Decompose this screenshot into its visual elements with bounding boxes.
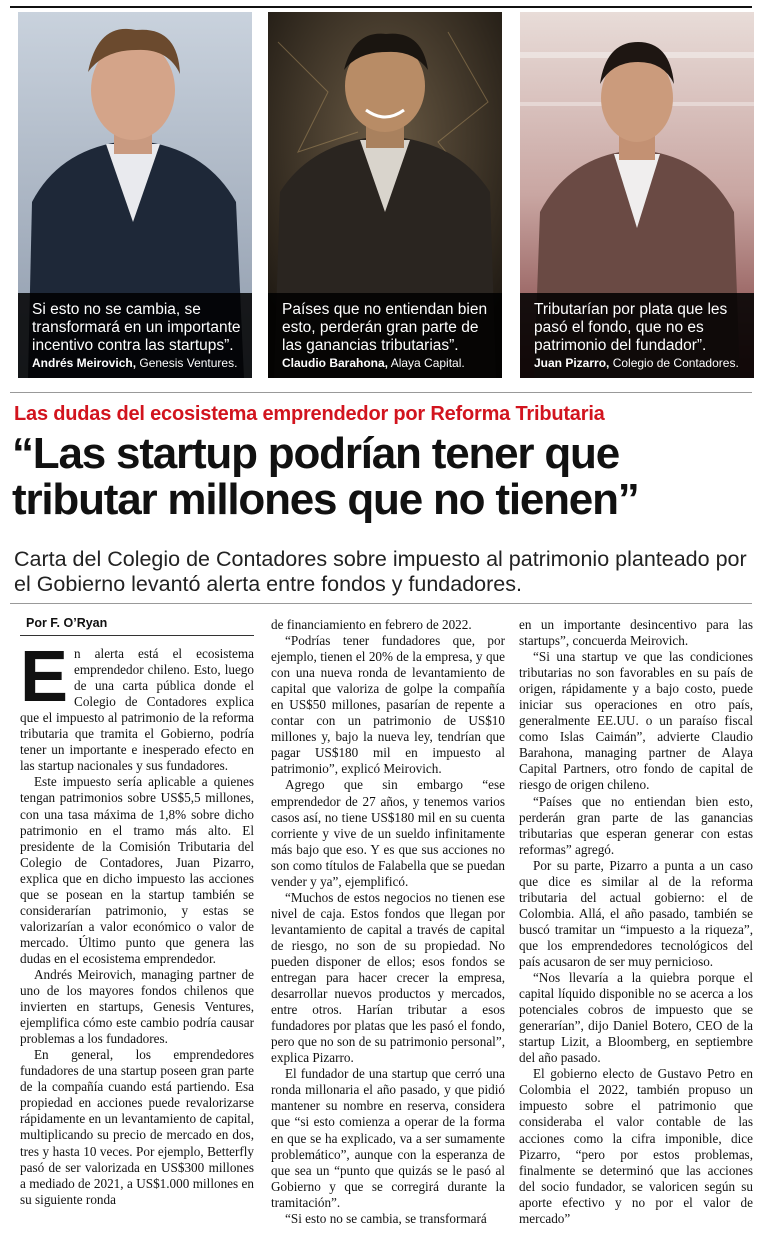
quote-attribution bbox=[32, 356, 242, 370]
quote-attribution bbox=[534, 356, 744, 370]
quote-name: Claudio Barahona, bbox=[282, 356, 389, 370]
kicker: Las dudas del ecosistema emprendedor por Reforma Tributaria bbox=[14, 403, 605, 425]
article-column-1 bbox=[20, 615, 254, 1208]
paragraph: Por su parte, Pizarro a punta a un caso que dice es similar al de la reforma tributaria del actual gobierno: el de Colombia. Allá, el año pasado, también se buscó tramitar un “impuesto a la riqueza”, que los emprendedores tecnológicos del país acusaron de ser muy pernicioso. bbox=[519, 857, 753, 969]
byline: Por F. O’Ryan bbox=[20, 615, 254, 636]
paragraph: Este impuesto sería aplicable a quienes tengan patrimonios sobre US$5,5 millones, con una tasa máxima de 1,8% sobre dicho patrimonio en el tramo más alto. El presidente de la Comisión Tributaria del Colegio de Contadores, Juan Pizarro, explica que en dicho impuesto las acciones que se posean en la startup también se considerarían patrimonio, y estas se valorizarían a valor económico o valor de mercado. Último punto que genera las dudas en el ecosistema emprendedor. bbox=[20, 774, 254, 966]
photo-meirovich bbox=[18, 12, 252, 378]
quote-box-meirovich bbox=[18, 293, 252, 378]
paragraph: En general, los emprendedores fundadores de una startup poseen gran parte de la compañía cuando está partiendo. Esa propiedad en acciones puede revalorizarse rápidamente en un levantamiento de capital, multiplicando su precio de mercado en dos, tres y hasta 10 veces. Por ejemplo, Betterfly pasó de ser valorizada en US$300 millones a mediado de 2021, a US$1.000 millones en su siguiente ronda bbox=[20, 1047, 254, 1207]
paragraph bbox=[20, 637, 254, 774]
headline: “Las startup podrían tener que tributar millones que no tienen” bbox=[12, 429, 639, 524]
quote-box-barahona bbox=[268, 293, 502, 378]
photo-pizarro bbox=[520, 12, 754, 378]
paragraph-text: n alerta está el ecosistema emprendedor chileno. Esto, luego de una carta pública donde el Colegio de Contadores explica que el impuesto al patrimonio de la reforma tributaria que tramita el Gobierno, podría tener un importante e inesperado efecto en las startup nacionales y sus fundadores. bbox=[20, 646, 254, 774]
quote-org: Colegio de Contadores. bbox=[612, 356, 739, 370]
quote-text: Si esto no se cambia, se transformará en un importante incentivo contra las startups”. bbox=[32, 301, 241, 354]
article-column-2 bbox=[271, 617, 505, 1227]
quote-attribution bbox=[282, 356, 492, 370]
paragraph: Andrés Meirovich, managing partner de uno de los mayores fondos chilenos que invierten en startups, Genesis Ventures, ejemplifica cómo este cambio podría causar problemas a los fundadores. bbox=[20, 966, 254, 1047]
deck-divider bbox=[10, 603, 752, 604]
quote-name: Andrés Meirovich, bbox=[32, 356, 137, 370]
article-column-3 bbox=[519, 617, 753, 1227]
paragraph: de financiamiento en febrero de 2022. bbox=[271, 617, 472, 632]
paragraph: El fundador de una startup que cerró una ronda millonaria el año pasado, y que pidió mantener su nombre en reserva, considera que “si esto comienza a operar de la forma en que se ha explicado, va a ser sumamente problemático”, aunque con la esperanza de que sea un “punto que quizás se le pasó al Gobierno y que se corregirá durante la tramitación”. bbox=[271, 1066, 505, 1210]
paragraph: “Si esto no se cambia, se transformará bbox=[285, 1210, 487, 1226]
paragraph: “Países que no entiendan bien esto, perderán gran parte de las ganancias tributarias que esperan generar con estas reformas” agregó. bbox=[519, 793, 753, 857]
quote-org: Genesis Ventures. bbox=[139, 356, 238, 370]
quote-text: Tributarían por plata que les pasó el fondo, que no es patrimonio del fundador”. bbox=[534, 301, 728, 354]
paragraph: en un importante desincentivo para las startups”, concuerda Meirovich. bbox=[519, 617, 753, 649]
paragraph: Agrego que sin embargo “ese emprendedor de 27 años, y tenemos varios casos así, no tiene US$180 mil en su cuenta corriente y vive de un sueldo infinitamente más bajo que eso. Y es que sus acciones no son como títulos de Falabella que se puedan vender y ya”, ejemplificó. bbox=[271, 777, 505, 889]
quote-name: Juan Pizarro, bbox=[534, 356, 610, 370]
quote-org: Alaya Capital. bbox=[390, 356, 465, 370]
paragraph: El gobierno electo de Gustavo Petro en Colombia el 2022, también propuso un impuesto sobre el patrimonio que consideraba el valor contable de las acciones como la cifra imponible, dice Pizarro, “pero por estos problemas, finalmente se determinó que las acciones del socio fundador, se valoricen según su aporte efectivo y no por el valor de mercado” bbox=[519, 1066, 753, 1226]
paragraph: “Si una startup ve que las condiciones tributarias no son favorables en su país de origen, rápidamente y a bajo costo, puede iniciar sus operaciones en otro país, generalmente EE.UU. o un paraíso fiscal como Islas Caimán”, advierte Claudio Barahona, managing partner de Alaya Capital Partners, otro fondo de capital de riesgo de origen chileno. bbox=[519, 649, 753, 793]
quote-text: Países que no entiendan bien esto, perderán gran parte de las ganancias tributarias”. bbox=[282, 301, 488, 354]
paragraph: “Podrías tener fundadores que, por ejemplo, tienen el 20% de la empresa, y que con una nueva ronda de levantamiento de capital que valoriza de golpe la compañía en US$50 millones, pasarían de repente a contar con un patrimonio de US$10 millones y, bajo la nueva ley, tendrían que pagar US$180 mil en impuesto al patrimonio”, explicó Meirovich. bbox=[271, 633, 505, 777]
paragraph: “Nos llevaría a la quiebra porque el capital líquido disponible no se acerca a los potenciales cobros de impuesto que se generarían”, dijo Daniel Botero, CEO de la startup Lizit, a Bloomberg, en septiembre del año pasado. bbox=[519, 970, 753, 1066]
drop-cap: E bbox=[20, 637, 69, 718]
photo-divider bbox=[10, 392, 752, 393]
quote-box-pizarro bbox=[520, 293, 754, 378]
paragraph: “Muchos de estos negocios no tienen ese nivel de caja. Estos fondos que llegan por levantamiento de capital a través de capital de riesgo, no son de su propiedad. No pueden disponer de ellos; esos fondos se entregan para hacer crecer la empresa, desarrollar nuevos productos y mercados, entre otros. Harían tributar a esos fundadores por platas que les pasó el fondo, pero que no son de su patrimonio personal”, explica Pizarro. bbox=[271, 889, 505, 1066]
deck: Carta del Colegio de Contadores sobre impuesto al patrimonio planteado por el Gobierno levantó alerta entre fondos y fundadores. bbox=[14, 547, 747, 596]
photo-barahona bbox=[268, 12, 502, 378]
top-rule bbox=[10, 6, 752, 8]
